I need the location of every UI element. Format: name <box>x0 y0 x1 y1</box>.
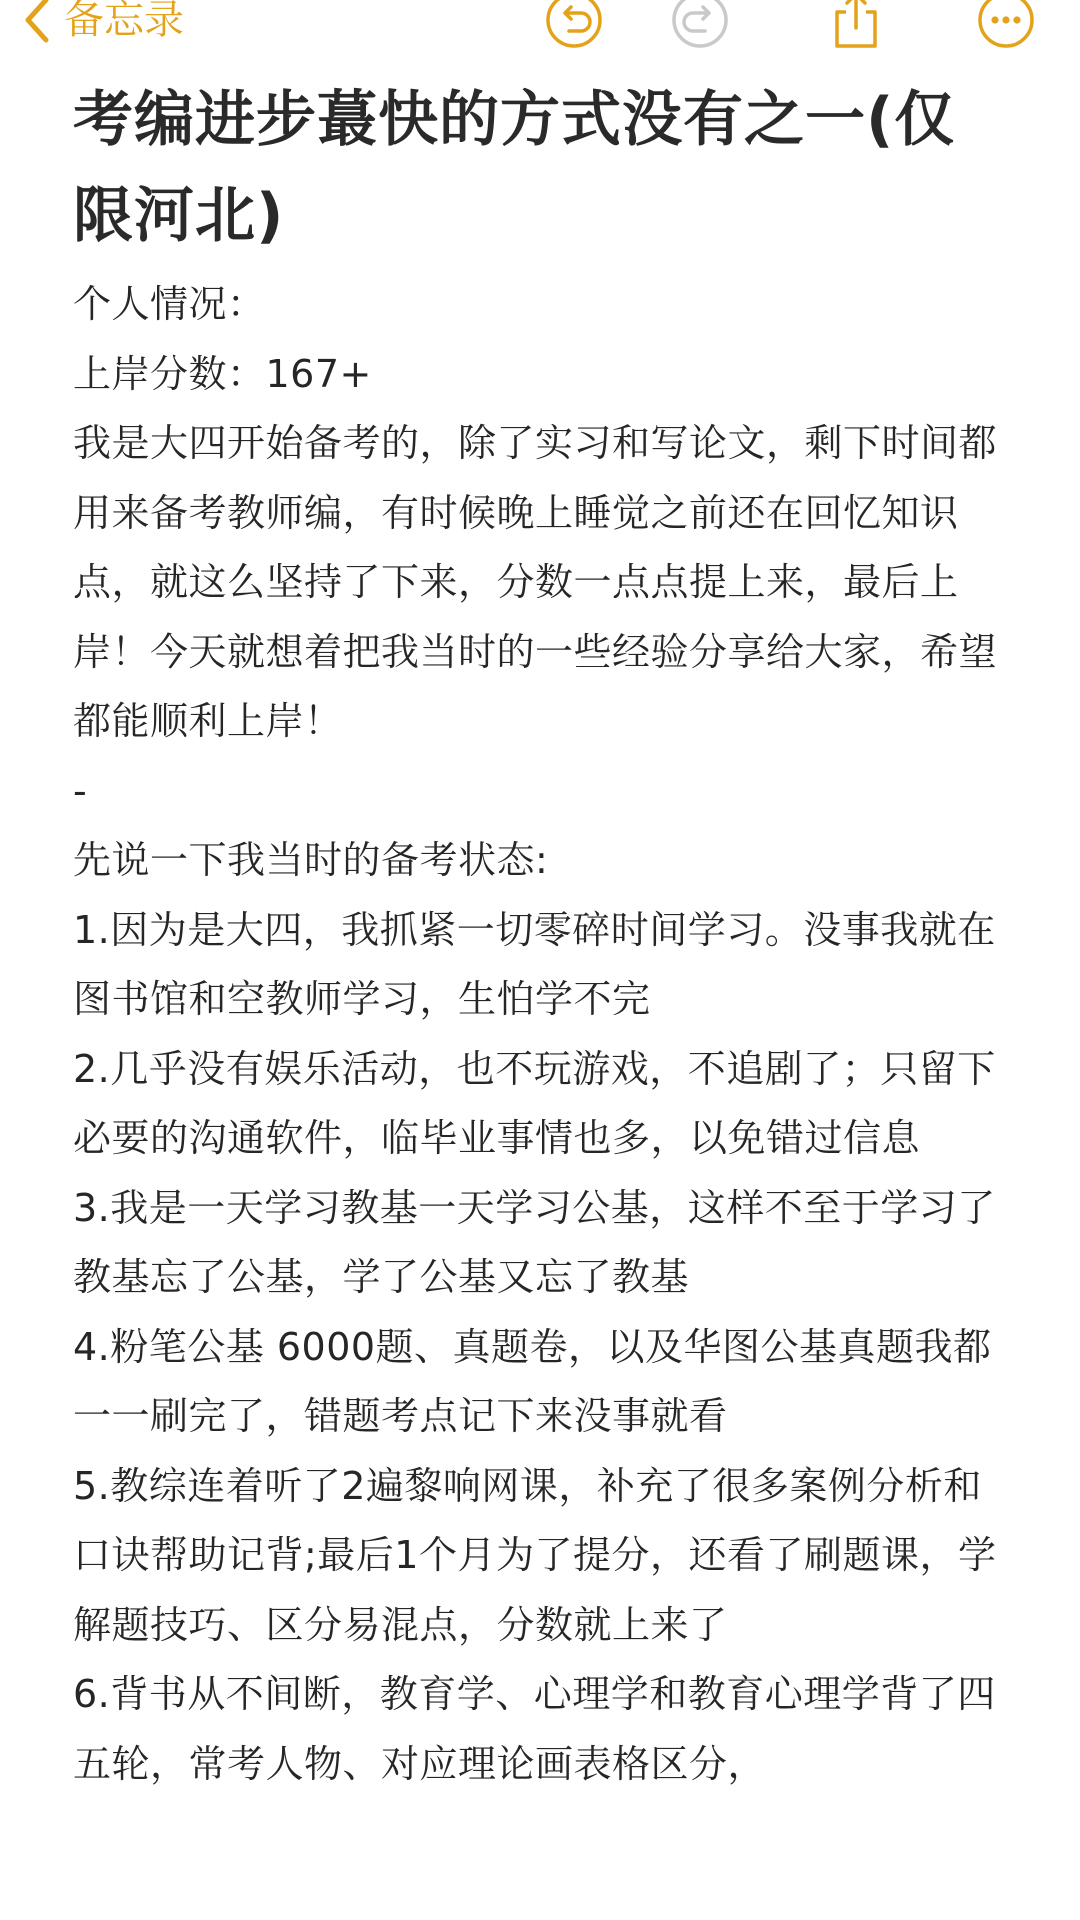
note-body[interactable] <box>73 270 1013 1799</box>
back-label: 备忘录 <box>64 0 184 43</box>
note-content[interactable] <box>73 72 1013 1799</box>
more-icon <box>977 0 1035 49</box>
share-icon <box>829 0 883 50</box>
note-title[interactable]: 考编进步蕞快的方式没有之一(仅限河北) <box>73 85 956 251</box>
note-line: 3.我是一天学习教基一天学习公基，这样不至于学习了教基忘了公基，学了公基又忘了教基 <box>73 1185 996 1299</box>
redo-button[interactable] <box>670 0 730 50</box>
note-line: 先说一下我当时的备考状态: <box>73 838 549 882</box>
note-line: 个人情况： <box>73 282 266 326</box>
note-line: 我是大四开始备考的，除了实习和写论文，剩下时间都用来备考教师编，有时候晚上睡觉之前还在回忆知识点，就这么坚持了下来，分数一点点提上来，最后上岸！今天就想着把我当时的一些经验分享给大家，希望都能顺利上岸！ <box>73 421 998 743</box>
note-line: 4.粉笔公基 6000题、真题卷，以及华图公基真题我都一一刷完了，错题考点记下来没事就看 <box>73 1324 992 1438</box>
note-line: 上岸分数：167+ <box>73 351 372 396</box>
redo-icon <box>671 0 729 49</box>
undo-icon <box>545 0 603 49</box>
note-line: 5.教综连着听了2遍黎响网课，补充了很多案例分析和口诀帮助记背;最后1个月为了提分，还看了刷题课，学解题技巧、区分易混点，分数就上来了 <box>73 1463 997 1647</box>
note-line: 2.几乎没有娱乐活动，也不玩游戏，不追剧了；只留下必要的沟通软件，临毕业事情也多，以免错过信息 <box>73 1046 996 1160</box>
note-line: 6.背书从不间断，教育学、心理学和教育心理学背了四五轮，常考人物、对应理论画表格区分， <box>73 1672 996 1786</box>
undo-button[interactable] <box>544 0 604 50</box>
note-line: 1.因为是大四，我抓紧一切零碎时间学习。没事我就在图书馆和空教师学习，生怕学不完 <box>73 907 996 1021</box>
more-button[interactable] <box>976 0 1036 50</box>
share-button[interactable] <box>826 0 886 50</box>
note-line: - <box>73 768 88 813</box>
chevron-left-icon <box>22 0 52 44</box>
navigation-bar <box>0 0 1080 56</box>
back-button[interactable] <box>22 0 184 48</box>
